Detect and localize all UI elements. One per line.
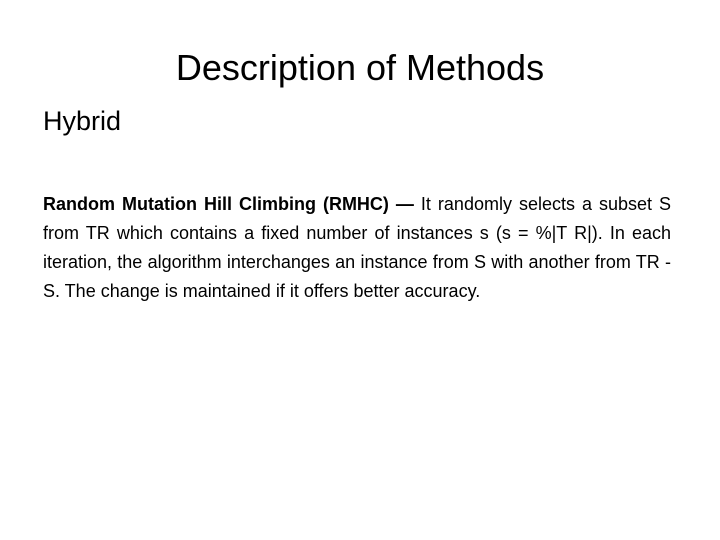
method-explanation: It randomly selects a subset S from TR which contains a fixed number of instances s (s = %|T R|). In each iteration, the algorithm interchanges an instance from S with another from TR - S. The change is maintained if it offers better accuracy. — [43, 194, 672, 301]
method-description — [43, 190, 671, 306]
slide-subtitle: Hybrid — [43, 106, 122, 136]
slide-title: Description of Methods — [175, 47, 545, 88]
method-name: Random Mutation Hill Climbing (RMHC) — — [43, 194, 414, 214]
